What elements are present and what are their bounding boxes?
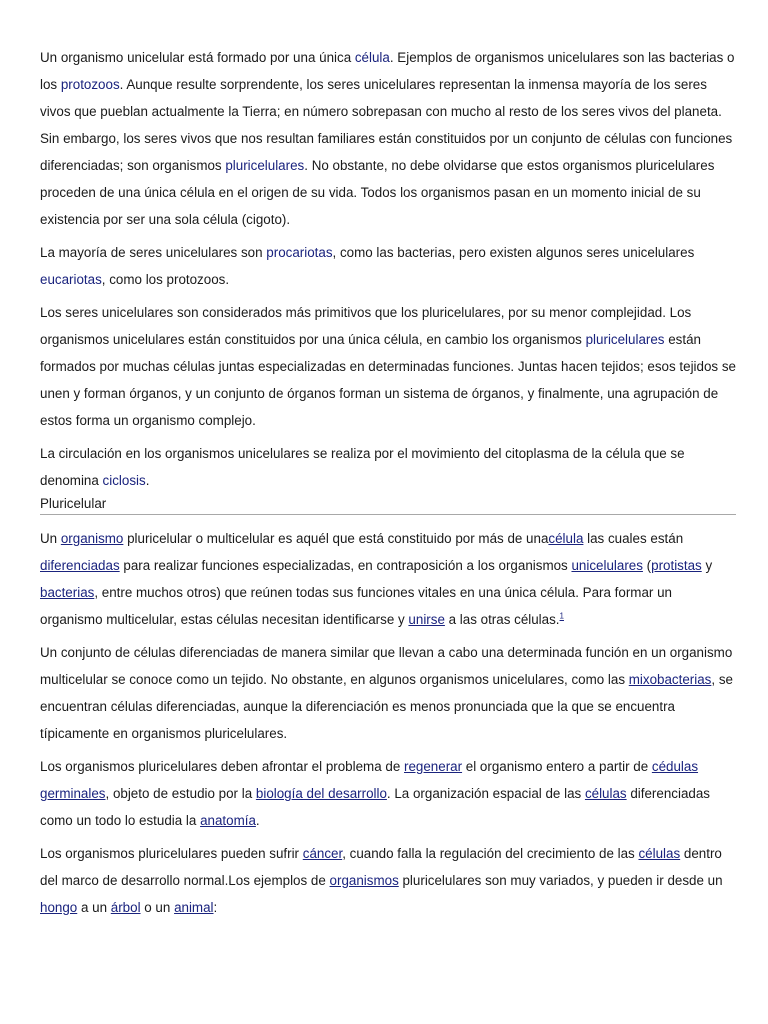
- inline-link[interactable]: células: [584, 786, 627, 801]
- inline-link[interactable]: procariotas: [266, 245, 333, 260]
- inline-link[interactable]: diferenciadas: [40, 558, 120, 573]
- inline-link[interactable]: animal: [174, 900, 214, 915]
- section-heading: Pluricelular: [40, 494, 736, 515]
- inline-link[interactable]: protistas: [651, 558, 702, 573]
- inline-link[interactable]: ciclosis: [102, 473, 146, 488]
- inline-link[interactable]: unirse: [408, 612, 445, 627]
- inline-link[interactable]: célula: [354, 50, 390, 65]
- inline-link[interactable]: biología del desarrollo: [255, 786, 387, 801]
- pluricelular-section: [40, 525, 736, 921]
- inline-link[interactable]: células: [638, 846, 681, 861]
- inline-link[interactable]: pluricelulares: [225, 158, 305, 173]
- inline-link[interactable]: protozoos: [60, 77, 120, 92]
- pluricelular-paragraph-4: Los organismos pluricelulares pueden sufrir cáncer, cuando falla la regulación del crecimiento de las células dentro del marco de desarrollo normal.Los ejemplos de organismos pluricelulares son muy variados, y pueden ir desde un hongo a un árbol o un animal:: [40, 846, 723, 915]
- inline-link[interactable]: mixobacterias: [628, 672, 712, 687]
- inline-link[interactable]: bacterias: [40, 585, 95, 600]
- pluricelular-paragraph-1: Un organismo pluricelular o multicelular es aquél que está constituido por más de unacélula las cuales están diferenciadas para realizar funciones especializadas, en contraposición a los organismos unicelulares (protistas y bacterias, entre muchos otros) que reúnen todas sus funciones vitales en una única célula. Para formar un organismo multicelular, estas células necesitan identificarse y unirse a las otras células.$^1$: [40, 531, 713, 627]
- document-body: [40, 44, 736, 927]
- inline-link[interactable]: cédulas germinales: [40, 759, 699, 801]
- unicelular-paragraph-1: Un organismo unicelular está formado por una única célula. Ejemplos de organismos unicelulares son las bacterias o los protozoos. Aunque resulte sorprendente, los seres unicelulares representan la inmensa mayoría de los seres vivos que pueblan actualmente la Tierra; en número sobrepasan con mucho al resto de los seres vivos del planeta. Sin embargo, los seres vivos que nos resultan familiares están constituidos por un conjunto de células con funciones diferenciadas; son organismos pluricelulares. No obstante, no debe olvidarse que estos organismos pluricelulares proceden de una única célula en el origen de su vida. Todos los organismos pasan en un momento inicial de su existencia por ser una sola célula (cigoto).: [40, 50, 735, 227]
- inline-link[interactable]: hongo: [40, 900, 78, 915]
- unicelular-section: [40, 44, 736, 494]
- inline-link[interactable]: pluricelulares: [585, 332, 665, 347]
- unicelular-paragraph-4: La circulación en los organismos unicelulares se realiza por el movimiento del citoplasma de la célula que se denomina ciclosis.: [40, 446, 685, 488]
- inline-link[interactable]: cáncer: [302, 846, 343, 861]
- inline-link[interactable]: célula: [548, 531, 584, 546]
- pluricelular-paragraph-3: Los organismos pluricelulares deben afrontar el problema de regenerar el organismo entero a partir de cédulas germinales, objeto de estudio por la biología del desarrollo. La organización espacial de las células diferenciadas como un todo lo estudia la anatomía.: [40, 759, 710, 828]
- inline-link[interactable]: organismos: [329, 873, 399, 888]
- unicelular-paragraph-2: La mayoría de seres unicelulares son procariotas, como las bacterias, pero existen algunos seres unicelulares eucariotas, como los protozoos.: [40, 245, 695, 287]
- inline-link[interactable]: regenerar: [404, 759, 463, 774]
- unicelular-paragraph-3: Los seres unicelulares son considerados más primitivos que los pluricelulares, por su menor complejidad. Los organismos unicelulares están constituidos por una única célula, en cambio los organismos pluricelulares están formados por muchas células juntas especializadas en determinadas funciones. Juntas hacen tejidos; esos tejidos se unen y forman órganos, y un conjunto de órganos forman un sistema de órganos, y finalmente, una agrupación de estos forma un organismo complejo.: [40, 305, 736, 428]
- inline-link[interactable]: anatomía: [200, 813, 256, 828]
- inline-link[interactable]: organismo: [60, 531, 124, 546]
- inline-link[interactable]: eucariotas: [40, 272, 102, 287]
- inline-link[interactable]: árbol: [110, 900, 141, 915]
- pluricelular-paragraph-2: Un conjunto de células diferenciadas de manera similar que llevan a cabo una determinada función en un organismo multicelular se conoce como un tejido. No obstante, en algunos organismos unicelulares, como las mixobacterias, se encuentran células diferenciadas, aunque la diferenciación es menos pronunciada que la que se encuentra típicamente en organismos pluricelulares.: [40, 645, 733, 741]
- footnote-link[interactable]: 1: [559, 611, 564, 621]
- inline-link[interactable]: unicelulares: [571, 558, 643, 573]
